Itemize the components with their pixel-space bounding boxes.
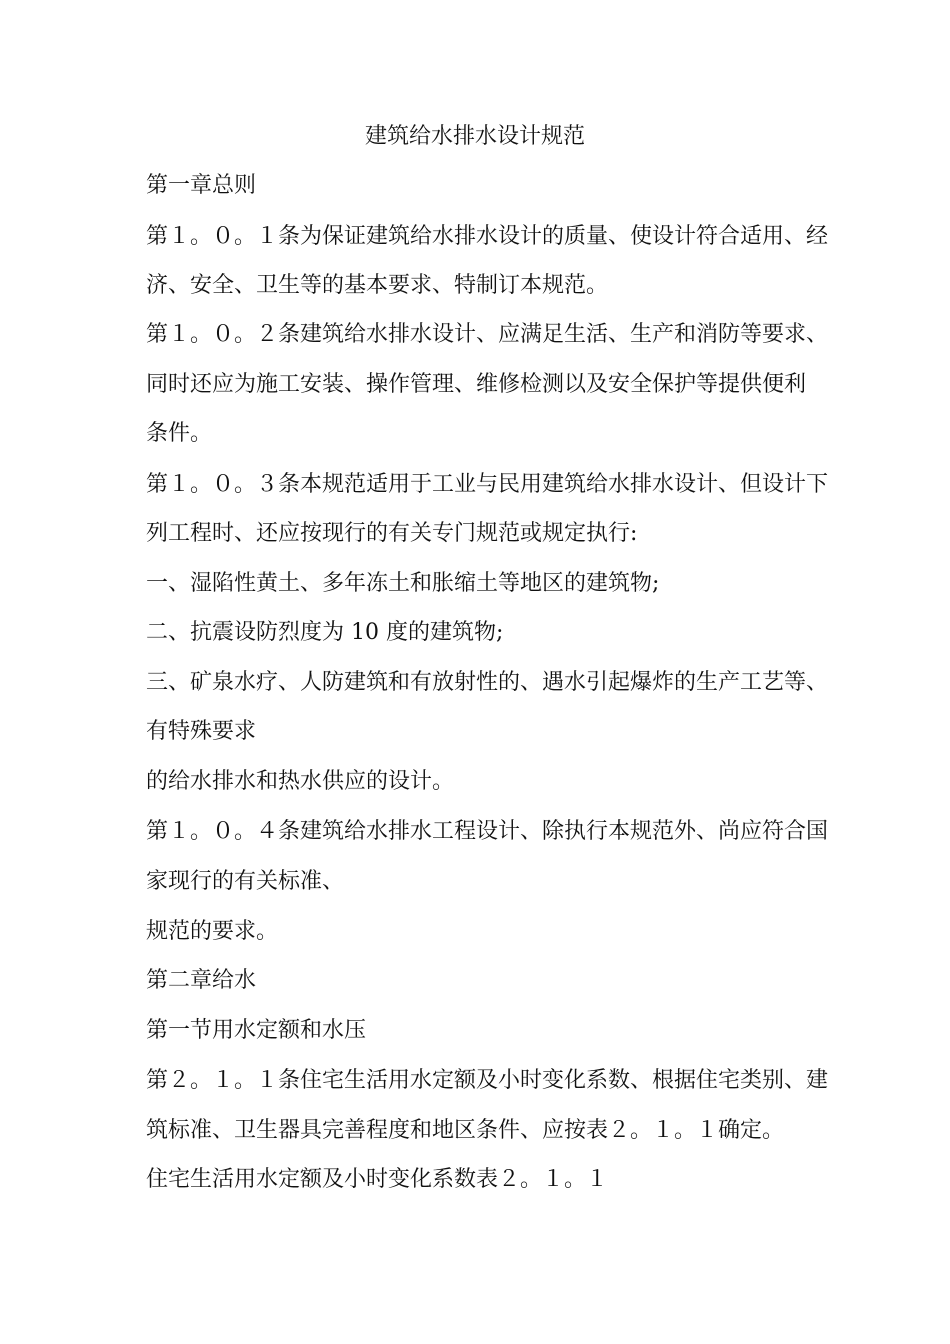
paragraph-line: 有特殊要求 xyxy=(146,719,257,744)
paragraph-line: 条件。 xyxy=(146,421,213,446)
list-item: 一、湿陷性黄土、多年冻土和胀缩土等地区的建筑物; xyxy=(146,571,660,596)
document-title: 建筑给水排水设计规范 xyxy=(364,124,585,149)
paragraph-line: 规范的要求。 xyxy=(146,919,279,944)
paragraph-line: 第２。１。１条住宅生活用水定额及小时变化系数、根据住宅类别、建 xyxy=(146,1068,829,1093)
list-item: 二、抗震设防烈度为 10 度的建筑物; xyxy=(146,620,504,645)
paragraph-line: 第１。０。１条为保证建筑给水排水设计的质量、使设计符合适用、经 xyxy=(146,224,829,249)
chapter-heading: 第二章给水 xyxy=(146,968,257,993)
paragraph-line: 筑标准、卫生器具完善程度和地区条件、应按表２。１。１确定。 xyxy=(146,1118,785,1143)
paragraph-line: 的给水排水和热水供应的设计。 xyxy=(146,769,455,794)
paragraph-line: 第１。０。２条建筑给水排水设计、应满足生活、生产和消防等要求、 xyxy=(146,322,829,347)
paragraph-line: 列工程时、还应按现行的有关专门规范或规定执行: xyxy=(146,521,638,546)
list-item: 三、矿泉水疗、人防建筑和有放射性的、遇水引起爆炸的生产工艺等、 xyxy=(146,670,829,695)
paragraph-line: 家现行的有关标准、 xyxy=(146,869,345,894)
paragraph-line: 第１。０。３条本规范适用于工业与民用建筑给水排水设计、但设计下 xyxy=(146,472,829,497)
section-heading: 第一节用水定额和水压 xyxy=(146,1018,367,1043)
paragraph-line: 同时还应为施工安装、操作管理、维修检测以及安全保护等提供便利 xyxy=(146,372,807,397)
table-caption: 住宅生活用水定额及小时变化系数表２。１。１ xyxy=(146,1167,609,1192)
chapter-heading: 第一章总则 xyxy=(146,173,257,198)
paragraph-line: 第１。０。４条建筑给水排水工程设计、除执行本规范外、尚应符合国 xyxy=(146,819,829,844)
paragraph-line: 济、安全、卫生等的基本要求、特制订本规范。 xyxy=(146,273,609,298)
